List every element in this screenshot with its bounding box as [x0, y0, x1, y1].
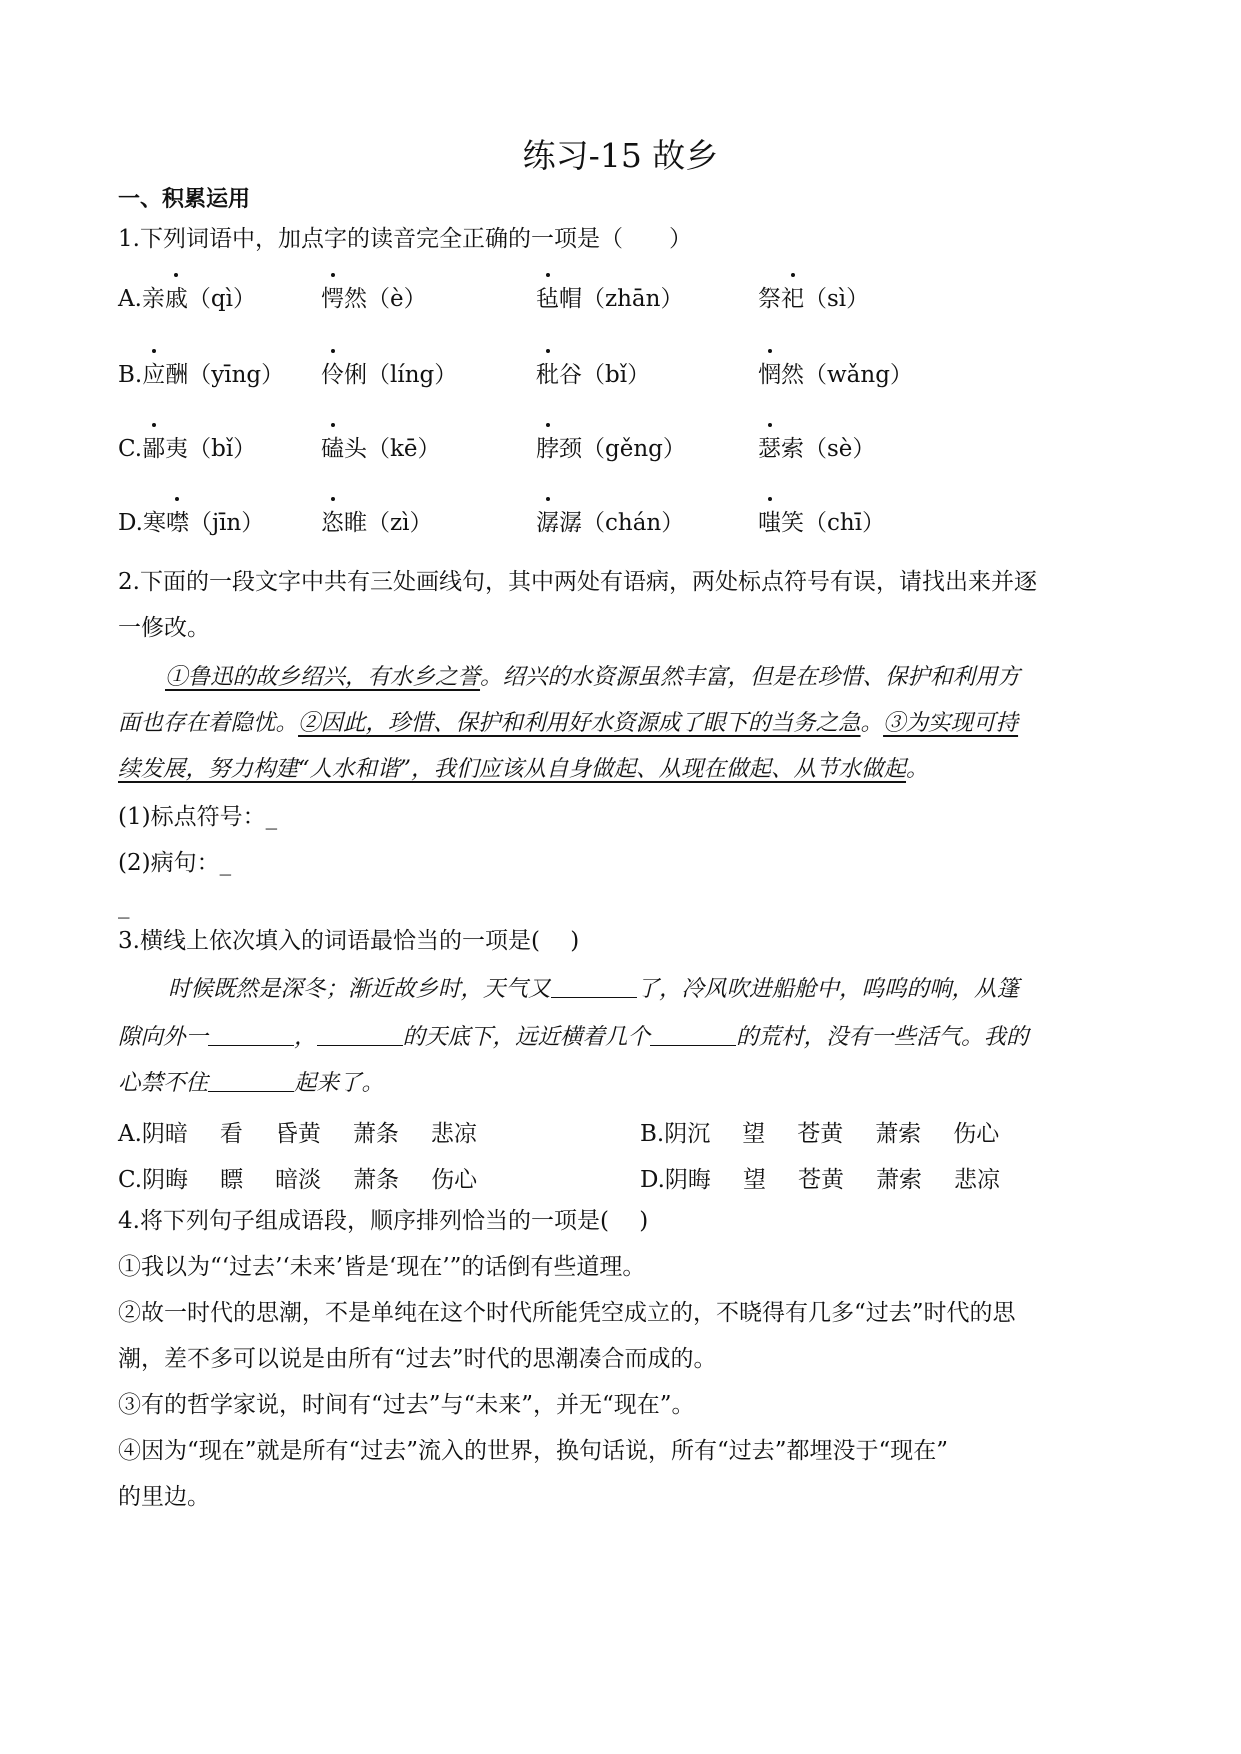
q1-a-item-1: A.亲戚（qì） — [118, 286, 257, 312]
q1-stem: 1.下列词语中，加点字的读音完全正确的一项是（ ） — [118, 226, 692, 252]
q2-passage-line-2: 面也存在着隐忧。②因此，珍惜、保护和利用好水资源成了眼下的当务之急。③为实现可持 — [118, 710, 1019, 736]
q4-sentence-4-line-1: ④因为“现在”就是所有“过去”流入的世界，换句话说，所有“过去”都埋没于“现在” — [118, 1438, 949, 1464]
q2-answer-punctuation: (1)标点符号：_ — [118, 804, 278, 830]
underlined-sentence-2: ②因此，珍惜、保护和利用好水资源成了眼下的当务之急 — [298, 710, 861, 736]
fill-blank-3[interactable] — [317, 1023, 403, 1046]
q1-c-item-1: C.鄙夷（bǐ） — [118, 436, 257, 462]
q1-c-item-3: 脖颈（gěng） — [536, 436, 686, 462]
q4-sentence-2-line-2: 潮，差不多可以说是由所有“过去”时代的思潮凑合而成的。 — [118, 1346, 717, 1372]
underlined-sentence-3-end: 续发展，努力构建“人水和谐”，我们应该从自身做起、从现在做起、从节水做起 — [118, 756, 907, 782]
q2-passage-line-3: 续发展，努力构建“人水和谐”，我们应该从自身做起、从现在做起、从节水做起。 — [118, 756, 929, 782]
q1-d-item-4: 嗤笑（chī） — [758, 510, 886, 536]
q1-b-item-2: 伶俐（líng） — [321, 362, 458, 388]
q1-c-item-4: 瑟索（sè） — [758, 436, 876, 462]
underlined-sentence-3-start: ③为实现可持 — [883, 710, 1019, 736]
q3-choice-a: A.阴暗 看 昏黄 萧条 悲凉 — [118, 1121, 477, 1147]
q1-b-item-3: 秕谷（bǐ） — [536, 362, 651, 388]
q4-sentence-3: ③有的哲学家说，时间有“过去”与“未来”，并无“现在”。 — [118, 1392, 695, 1418]
q1-b-item-1: B.应酬（yīng） — [118, 362, 285, 388]
q3-choice-b: B.阴沉 望 苍黄 萧索 伤心 — [640, 1121, 1000, 1147]
page-title: 练习-15 故乡 — [522, 136, 719, 175]
q1-a-item-2: 愕然（è） — [321, 286, 427, 312]
fill-blank-4[interactable] — [650, 1023, 736, 1046]
q1-d-item-2: 恣睢（zì） — [321, 510, 433, 536]
q3-passage-line-3: 心禁不住 起来了。 — [118, 1070, 385, 1096]
q3-choice-d: D.阴晦 望 苍黄 萧索 悲凉 — [640, 1167, 1000, 1193]
q1-c-item-2: 磕头（kē） — [321, 436, 441, 462]
q3-stem: 3.横线上依次填入的词语最恰当的一项是( ) — [118, 928, 580, 954]
q3-passage-line-2: 隙向外一 ， 的天底下，远近横着几个 的荒村，没有一些活气。我的 — [118, 1024, 1029, 1050]
q1-b-item-4: 惘然（wǎng） — [758, 362, 913, 388]
q2-answer-sentence: (2)病句：_ — [118, 850, 232, 876]
q4-sentence-4-line-2: 的里边。 — [118, 1484, 210, 1510]
q2-passage-line-1: ①鲁迅的故乡绍兴，有水乡之誉。绍兴的水资源虽然丰富，但是在珍惜、保护和利用方 — [165, 664, 1021, 690]
q3-passage-line-1: 时候既然是深冬；渐近故乡时，天气又 了，冷风吹进船舱中，呜呜的响，从篷 — [168, 976, 1020, 1002]
section-heading: 一、积累运用 — [118, 187, 251, 212]
q3-choice-c: C.阴晦 瞟 暗淡 萧条 伤心 — [118, 1167, 478, 1193]
fill-blank-5[interactable] — [208, 1069, 294, 1092]
q4-sentence-1: ①我以为“‘过去’‘未来’皆是‘现在’”的话倒有些道理。 — [118, 1254, 646, 1280]
q1-d-item-3: 潺潺（chán） — [536, 510, 685, 536]
q2-stem-line-1: 2.下面的一段文字中共有三处画线句，其中两处有语病，两处标点符号有误，请找出来并逐 — [118, 569, 1037, 595]
fill-blank-2[interactable] — [208, 1023, 294, 1046]
q4-stem: 4.将下列句子组成语段，顺序排列恰当的一项是( ) — [118, 1208, 649, 1234]
q2-answer-extra: _ — [118, 893, 130, 919]
q2-stem-line-2: 一修改。 — [118, 615, 210, 641]
q4-sentence-2-line-1: ②故一时代的思潮，不是单纯在这个时代所能凭空成立的，不晓得有几多“过去”时代的思 — [118, 1300, 1016, 1326]
q1-a-item-3: 毡帽（zhān） — [536, 286, 684, 312]
q1-d-item-1: D.寒噤（jīn） — [118, 510, 265, 536]
fill-blank-1[interactable] — [551, 975, 637, 998]
underlined-sentence-1: ①鲁迅的故乡绍兴，有水乡之誉 — [165, 664, 481, 690]
q1-a-item-4: 祭祀（sì） — [758, 286, 870, 312]
